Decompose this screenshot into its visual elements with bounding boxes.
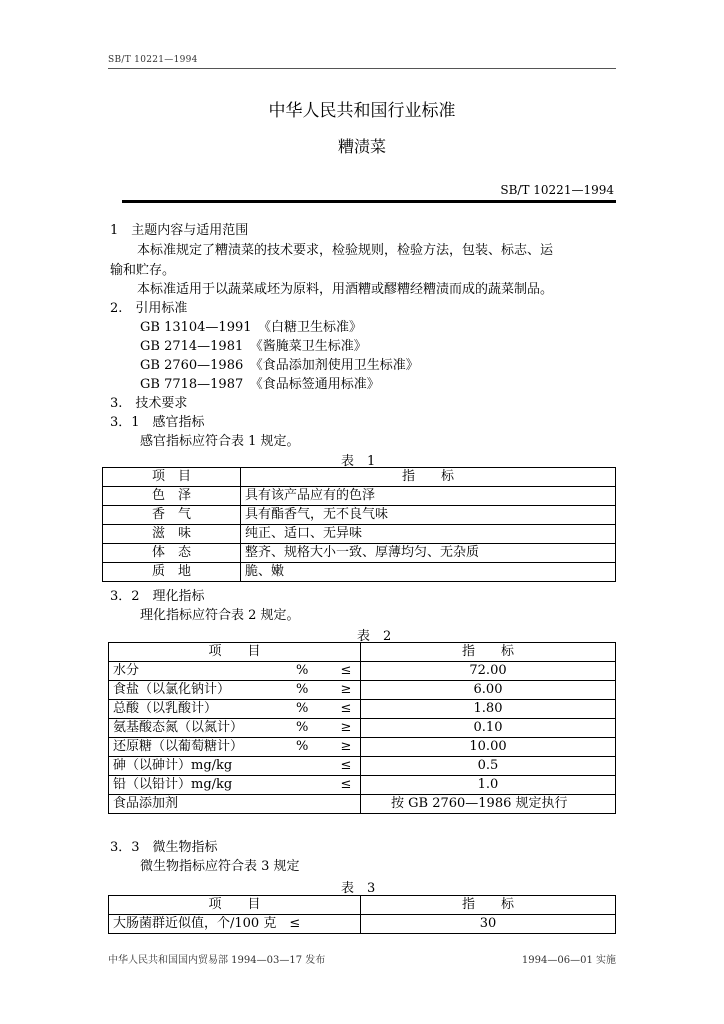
section-1-para-1a: 本标准规定了糟渍菜的技术要求，检验规则，检验方法，包装、标志、运: [137, 243, 554, 258]
value-cell: 0.5: [361, 757, 616, 776]
table-row: [109, 662, 616, 681]
reference-item: GB 7718—1987 《食品标签通用标准》: [140, 377, 380, 392]
table-cell: 脆、嫩: [241, 563, 616, 582]
table-row: [109, 915, 616, 934]
table-1: [102, 467, 616, 582]
table-3-caption: 表 3: [341, 881, 376, 896]
value-cell: 1.80: [361, 700, 616, 719]
table-cell: 质 地: [103, 563, 241, 582]
table-header-cell: 项 目: [109, 896, 361, 915]
table-2-caption: 表 2: [357, 629, 392, 644]
item-label: 铅（以铅计）mg/kg: [113, 777, 233, 792]
table-row: [109, 681, 616, 700]
table-header-row: [103, 468, 616, 487]
footer-effective: 1994—06—01 实施: [521, 955, 616, 966]
unit-label: %: [296, 663, 309, 678]
table-cell: 体 态: [103, 544, 241, 563]
item-label: 食品添加剂: [109, 795, 361, 814]
table-row: [103, 487, 616, 506]
value-cell: 6.00: [361, 681, 616, 700]
table-row: [109, 776, 616, 795]
table-3: [108, 895, 616, 934]
unit-label: %: [296, 739, 309, 754]
operator-label: ≥: [340, 720, 352, 735]
section-3-1-text: 感官指标应符合表 1 规定。: [140, 434, 300, 449]
title-rule: [122, 200, 616, 203]
table-header-cell: 指 标: [361, 896, 616, 915]
table-cell: 具有酯香气，无不良气味: [241, 506, 616, 525]
reference-item: GB 2714—1981 《酱腌菜卫生标准》: [140, 339, 367, 354]
unit-label: %: [296, 701, 309, 716]
table-cell: 纯正、适口、无异味: [241, 525, 616, 544]
operator-label: ≥: [340, 739, 352, 754]
table-cell: 滋 味: [103, 525, 241, 544]
table-row: [109, 757, 616, 776]
table-header-row: [109, 643, 616, 662]
table-row: [103, 563, 616, 582]
table-cell: 色 泽: [103, 487, 241, 506]
table-row: [109, 700, 616, 719]
table-header-cell: 指 标: [361, 643, 616, 662]
section-3-heading: 3. 技术要求: [110, 396, 188, 411]
unit-label: %: [296, 720, 309, 735]
table-row: [103, 544, 616, 563]
section-3-2-heading: 3．2 理化指标: [110, 589, 205, 604]
value-cell: 按 GB 2760—1986 规定执行: [361, 795, 616, 814]
section-1-para-2: 本标准适用于以蔬菜咸坯为原料，用酒糟或醪糟经糟渍而成的蔬菜制品。: [137, 282, 554, 297]
operator-label: ≥: [340, 682, 352, 697]
table-header-row: [109, 896, 616, 915]
operator-label: ≤: [289, 916, 301, 931]
item-label: 砷（以砷计）mg/kg: [113, 758, 233, 773]
document-subtitle: 糟渍菜: [337, 137, 386, 156]
table-header-cell: 项 目: [109, 643, 361, 662]
item-label: 水分: [113, 663, 140, 678]
value-cell: 10.00: [361, 738, 616, 757]
item-label: 大肠菌群近似值，个/100 克: [113, 916, 277, 931]
value-cell: 1.0: [361, 776, 616, 795]
section-1-heading: 1 主题内容与适用范围: [110, 223, 249, 238]
section-2-heading: 2. 引用标准: [110, 301, 188, 316]
item-label: 还原糖（以葡萄糖计）: [113, 739, 244, 754]
reference-item: GB 2760—1986 《食品添加剂使用卫生标准》: [140, 358, 419, 373]
table-row: [109, 719, 616, 738]
value-cell: 72.00: [361, 662, 616, 681]
table-row: [103, 525, 616, 544]
reference-item: GB 13104—1991 《白糖卫生标准》: [140, 320, 363, 335]
item-label: 总酸（以乳酸计）: [113, 701, 218, 716]
footer-issued: 中华人民共和国国内贸易部 1994—03—17 发布: [108, 955, 326, 966]
table-row: [103, 506, 616, 525]
table-1-caption: 表 1: [341, 454, 376, 469]
table-header-cell: 项 目: [103, 468, 241, 487]
item-label: 氨基酸态氮（以氮计）: [113, 720, 244, 735]
table-cell: 整齐、规格大小一致、厚薄均匀、无杂质: [241, 544, 616, 563]
table-header-cell: 指 标: [241, 468, 616, 487]
table-cell: 香 气: [103, 506, 241, 525]
operator-label: ≤: [340, 663, 352, 678]
unit-label: %: [296, 682, 309, 697]
header-rule: [108, 68, 616, 69]
item-label: 食盐（以氯化钠计）: [113, 682, 231, 697]
operator-label: ≤: [340, 777, 352, 792]
table-row: [109, 795, 616, 814]
table-cell: 具有该产品应有的色泽: [241, 487, 616, 506]
standard-code: SB/T 10221—1994: [500, 183, 614, 197]
table-row: [109, 738, 616, 757]
section-3-1-heading: 3．1 感官指标: [110, 415, 205, 430]
value-cell: 0.10: [361, 719, 616, 738]
document-title: 中华人民共和国行业标准: [268, 101, 456, 121]
table-2: [108, 642, 616, 814]
operator-label: ≤: [340, 758, 352, 773]
value-cell: 30: [361, 915, 616, 934]
section-3-3-text: 微生物指标应符合表 3 规定: [140, 859, 300, 874]
operator-label: ≤: [340, 701, 352, 716]
section-3-3-heading: 3．3 微生物指标: [110, 840, 218, 855]
section-3-2-text: 理化指标应符合表 2 规定。: [140, 608, 300, 623]
header-code: SB/T 10221—1994: [108, 55, 198, 65]
section-1-para-1b: 输和贮存。: [110, 263, 176, 278]
